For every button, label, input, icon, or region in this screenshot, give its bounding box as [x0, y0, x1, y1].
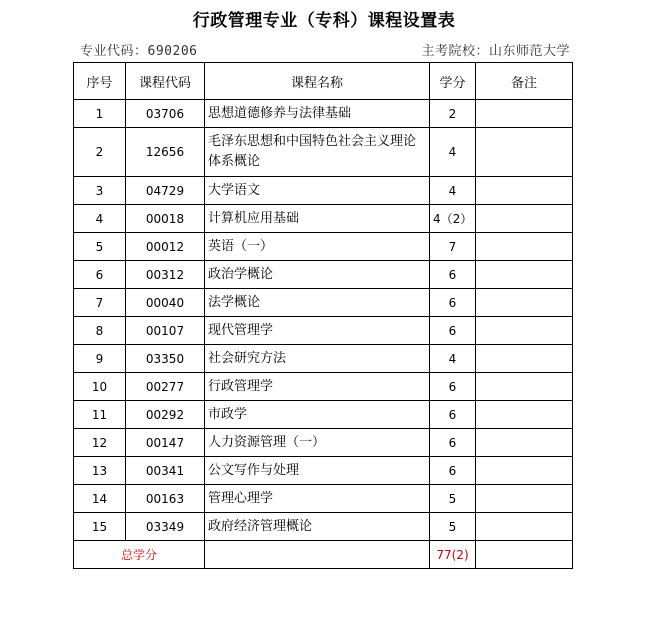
course-credit: 6	[430, 373, 476, 401]
course-table	[73, 62, 573, 569]
total-credit: 77(2)	[430, 541, 476, 569]
course-remark	[476, 128, 573, 177]
course-credit: 6	[430, 457, 476, 485]
header-remark: 备注	[476, 63, 573, 100]
course-name: 社会研究方法	[205, 345, 430, 373]
table-row	[74, 457, 573, 485]
major-code-value: 690206	[147, 44, 198, 59]
course-name: 公文写作与处理	[205, 457, 430, 485]
course-code: 03349	[126, 513, 205, 541]
course-code: 00018	[126, 205, 205, 233]
course-no: 1	[74, 100, 126, 128]
course-name: 英语（一）	[205, 233, 430, 261]
course-remark	[476, 429, 573, 457]
table-row	[74, 485, 573, 513]
course-remark	[476, 289, 573, 317]
course-credit: 4	[430, 128, 476, 177]
course-remark	[476, 177, 573, 205]
page-title: 行政管理专业（专科）课程设置表	[192, 11, 456, 31]
course-no: 5	[74, 233, 126, 261]
course-no: 2	[74, 128, 126, 177]
course-no: 8	[74, 317, 126, 345]
course-name: 管理心理学	[205, 485, 430, 513]
course-remark	[476, 401, 573, 429]
course-no: 9	[74, 345, 126, 373]
course-credit: 7	[430, 233, 476, 261]
total-remark-cell	[476, 541, 573, 569]
course-code: 03706	[126, 100, 205, 128]
table-row	[74, 345, 573, 373]
table-body	[74, 100, 573, 541]
exam-school-label: 主考院校：	[421, 44, 489, 59]
course-name: 人力资源管理（一）	[205, 429, 430, 457]
course-name: 现代管理学	[205, 317, 430, 345]
course-name: 市政学	[205, 401, 430, 429]
course-name: 大学语文	[205, 177, 430, 205]
course-remark	[476, 261, 573, 289]
table-row	[74, 289, 573, 317]
exam-school-value: 山东师范大学	[488, 44, 570, 59]
course-code: 00341	[126, 457, 205, 485]
course-no: 11	[74, 401, 126, 429]
course-code: 00012	[126, 233, 205, 261]
course-name: 毛泽东思想和中国特色社会主义理论体系概论	[205, 128, 430, 177]
course-no: 14	[74, 485, 126, 513]
course-name: 思想道德修养与法律基础	[205, 100, 430, 128]
course-credit: 6	[430, 401, 476, 429]
course-credit: 6	[430, 261, 476, 289]
course-no: 13	[74, 457, 126, 485]
course-remark	[476, 485, 573, 513]
table-row	[74, 233, 573, 261]
table-row	[74, 373, 573, 401]
course-no: 4	[74, 205, 126, 233]
table-header-row	[74, 63, 573, 100]
course-code: 12656	[126, 128, 205, 177]
table-row	[74, 128, 573, 177]
course-code: 00163	[126, 485, 205, 513]
total-name-cell	[205, 541, 430, 569]
course-remark	[476, 233, 573, 261]
course-code: 00107	[126, 317, 205, 345]
header-no: 序号	[74, 63, 126, 100]
course-name: 计算机应用基础	[205, 205, 430, 233]
course-no: 3	[74, 177, 126, 205]
course-code: 04729	[126, 177, 205, 205]
total-row	[74, 541, 573, 569]
course-credit: 6	[430, 429, 476, 457]
course-code: 03350	[126, 345, 205, 373]
course-remark	[476, 457, 573, 485]
course-remark	[476, 373, 573, 401]
table-row	[74, 513, 573, 541]
course-credit: 6	[430, 289, 476, 317]
course-name: 法学概论	[205, 289, 430, 317]
table-row	[74, 261, 573, 289]
course-code: 00040	[126, 289, 205, 317]
course-credit: 6	[430, 317, 476, 345]
course-code: 00292	[126, 401, 205, 429]
major-code	[80, 40, 197, 59]
course-remark	[476, 205, 573, 233]
header-name: 课程名称	[205, 63, 430, 100]
course-name: 政府经济管理概论	[205, 513, 430, 541]
course-name: 政治学概论	[205, 261, 430, 289]
course-credit: 4	[430, 345, 476, 373]
course-remark	[476, 513, 573, 541]
course-no: 12	[74, 429, 126, 457]
total-label: 总学分	[74, 541, 205, 569]
course-credit: 2	[430, 100, 476, 128]
header-code: 课程代码	[126, 63, 205, 100]
course-no: 7	[74, 289, 126, 317]
course-code: 00312	[126, 261, 205, 289]
course-credit: 4	[430, 177, 476, 205]
course-credit: 4（2）	[430, 205, 476, 233]
course-remark	[476, 317, 573, 345]
table-row	[74, 205, 573, 233]
course-name: 行政管理学	[205, 373, 430, 401]
table-row	[74, 317, 573, 345]
table-row	[74, 100, 573, 128]
course-no: 15	[74, 513, 126, 541]
course-remark	[476, 345, 573, 373]
course-no: 10	[74, 373, 126, 401]
table-row	[74, 401, 573, 429]
header-credit: 学分	[430, 63, 476, 100]
course-code: 00147	[126, 429, 205, 457]
course-credit: 5	[430, 513, 476, 541]
course-no: 6	[74, 261, 126, 289]
table-row	[74, 429, 573, 457]
table-row	[74, 177, 573, 205]
course-credit: 5	[430, 485, 476, 513]
exam-school	[421, 40, 570, 59]
major-code-label: 专业代码：	[80, 44, 148, 59]
course-code: 00277	[126, 373, 205, 401]
course-remark	[476, 100, 573, 128]
